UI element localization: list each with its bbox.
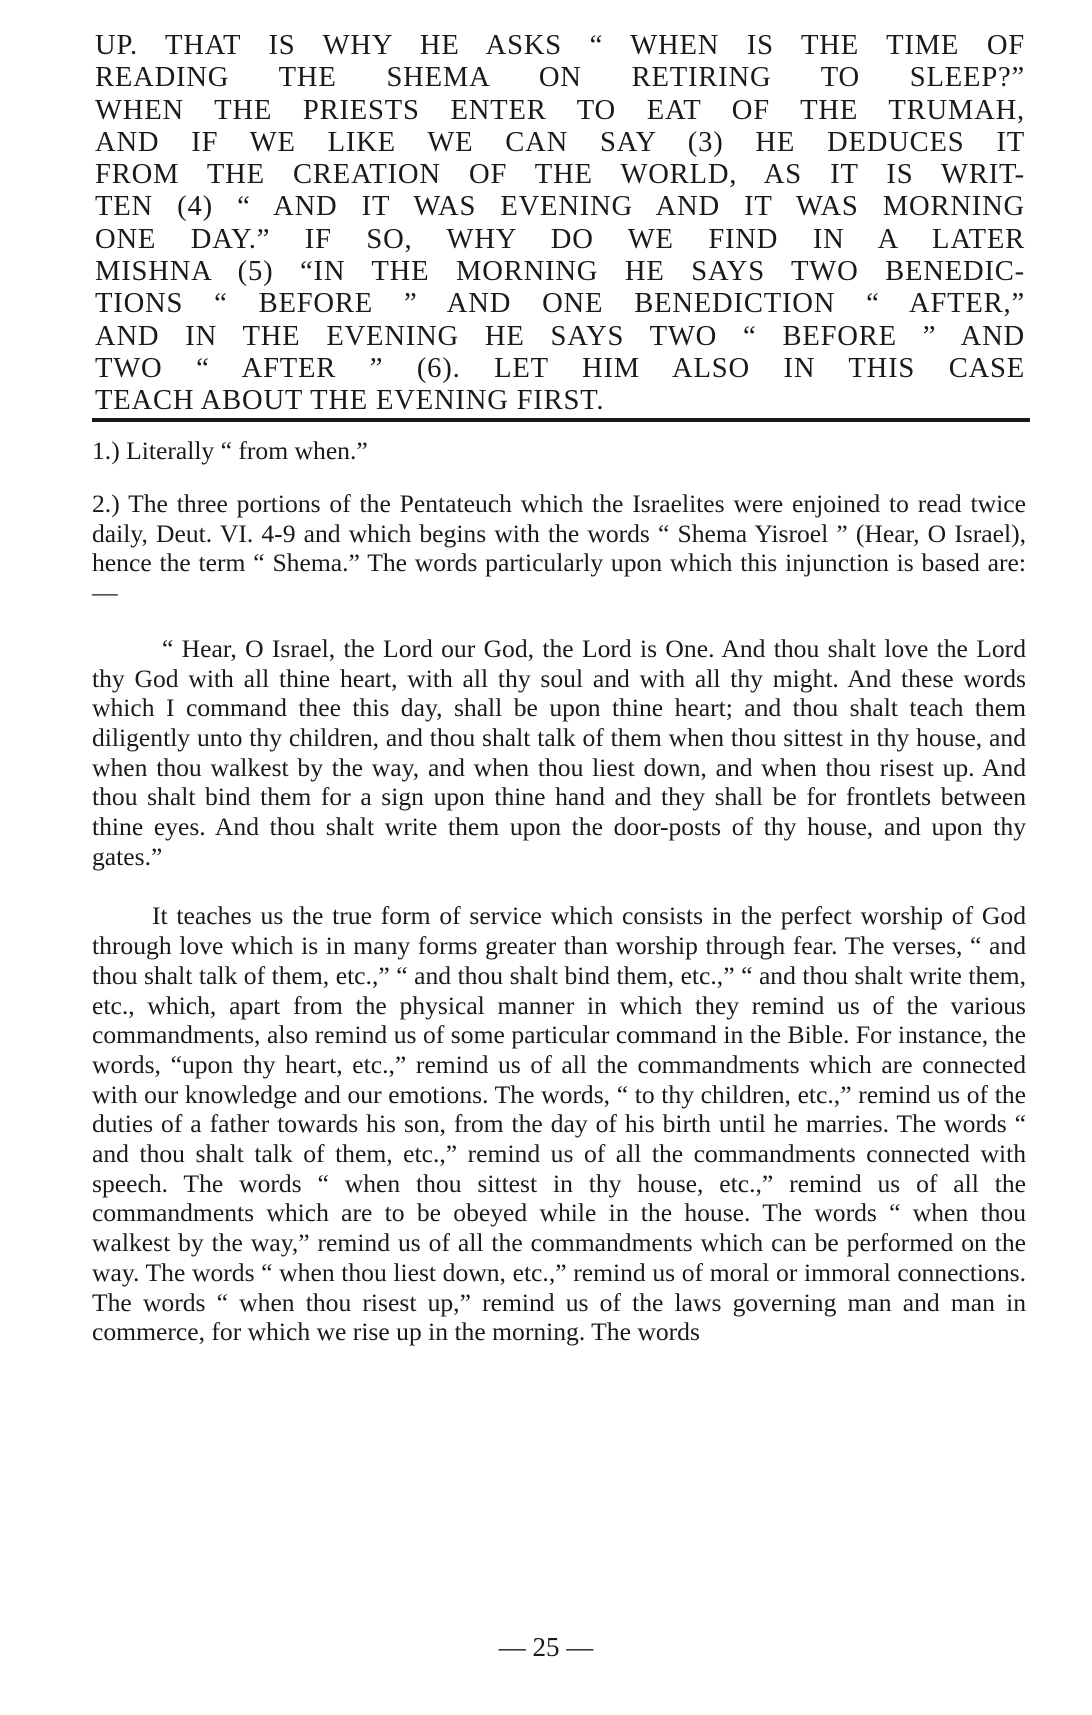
main-text-line: FROM THE CREATION OF THE WORLD, AS IT IS WRIT- bbox=[95, 159, 1025, 191]
main-text-line: READING THE SHEMA ON RETIRING TO SLEEP?” bbox=[95, 62, 1025, 94]
main-text-line: TWO “ AFTER ” (6). LET HIM ALSO IN THIS CASE bbox=[95, 352, 1025, 384]
main-text-line: AND IN THE EVENING HE SAYS TWO “ BEFORE ” AND bbox=[95, 320, 1025, 352]
main-text-line: UP. THAT IS WHY HE ASKS “ WHEN IS THE TIME OF bbox=[95, 30, 1025, 61]
main-text-block bbox=[95, 30, 1025, 418]
main-text-line: WHEN THE PRIESTS ENTER TO EAT OF THE TRUMAH, bbox=[95, 94, 1025, 126]
page-number: — 25 — bbox=[498, 1632, 594, 1662]
main-text-line: TEACH ABOUT THE EVENING FIRST. bbox=[95, 385, 605, 417]
main-text-line: MISHNA (5) “IN THE MORNING HE SAYS TWO BENEDIC- bbox=[95, 256, 1025, 288]
main-text-line: TEN (4) “ AND IT WAS EVENING AND IT WAS MORNING bbox=[95, 191, 1025, 223]
main-text-line: TIONS “ BEFORE ” AND ONE BENEDICTION “ AFTER,” bbox=[95, 288, 1025, 320]
footnote-1: 1.) Literally “ from when.” bbox=[92, 436, 368, 465]
main-text-line: ONE DAY.” IF SO, WHY DO WE FIND IN A LATER bbox=[95, 223, 1025, 255]
footnote-2 bbox=[92, 489, 1026, 1347]
footnote-2-body: It teaches us the true form of service which consists in the perfect worship of God through love which is in many forms greater than worship through fear. The verses, “ and thou shalt talk of them, etc.,” “ and thou shalt bind them, etc.,” “ and thou shalt write them, etc., which, apart from the physical manner in which they remind us of the various commandments, also remind us of some particular command in the Bible. For instance, the words, “upon thy heart, etc.,” remind us of all the commandments which are connected with our knowledge and our emotions. The words, “ to thy children, etc.,” remind us of the duties of a father towards his son, from the day of his birth until he marries. The words “ and thou shalt talk of them, etc.,” remind us of all the commandments connected with speech. The words “ when thou sittest in thy house, etc.,” remind us of all the commandments which are to be obeyed while in the house. The words “ when thou walkest by the way,” remind us of all the commandments which can be performed on the way. The words “ when thou liest down, etc.,” remind us of moral or immoral connections. The words “ when thou risest up,” remind us of the laws governing man and man in commerce, for which we rise up in the morning. The words bbox=[92, 901, 1026, 1347]
footnote-divider bbox=[92, 418, 1030, 422]
main-text-line: AND IF WE LIKE WE CAN SAY (3) HE DEDUCES IT bbox=[95, 126, 1025, 158]
footnote-2-quote: “ Hear, O Israel, the Lord our God, the Lord is One. And thou shalt love the Lord thy God with all thine heart, with all thy soul and with all thy might. And these words which I command thee this day, shall be upon thine heart; and thou shalt teach them diligently unto thy children, and thou shalt talk of them when thou sittest in thy house, and when thou walkest by the way, and when thou liest down, and when thou risest up. And thou shalt bind them for a sign upon thine hand and they shall be for frontlets between thine eyes. And thou shalt write them upon the door-posts of thy house, and upon thy gates.” bbox=[92, 633, 1026, 871]
footnote-2-intro: 2.) The three portions of the Pentateuch which the Israelites were enjoined to read twice daily, Deut. VI. 4-9 and which begins with the words “ Shema Yisroel ” (Hear, O Israel), hence the term “ Shema.” The words particularly upon which this injunction is based are:— bbox=[92, 489, 1026, 608]
